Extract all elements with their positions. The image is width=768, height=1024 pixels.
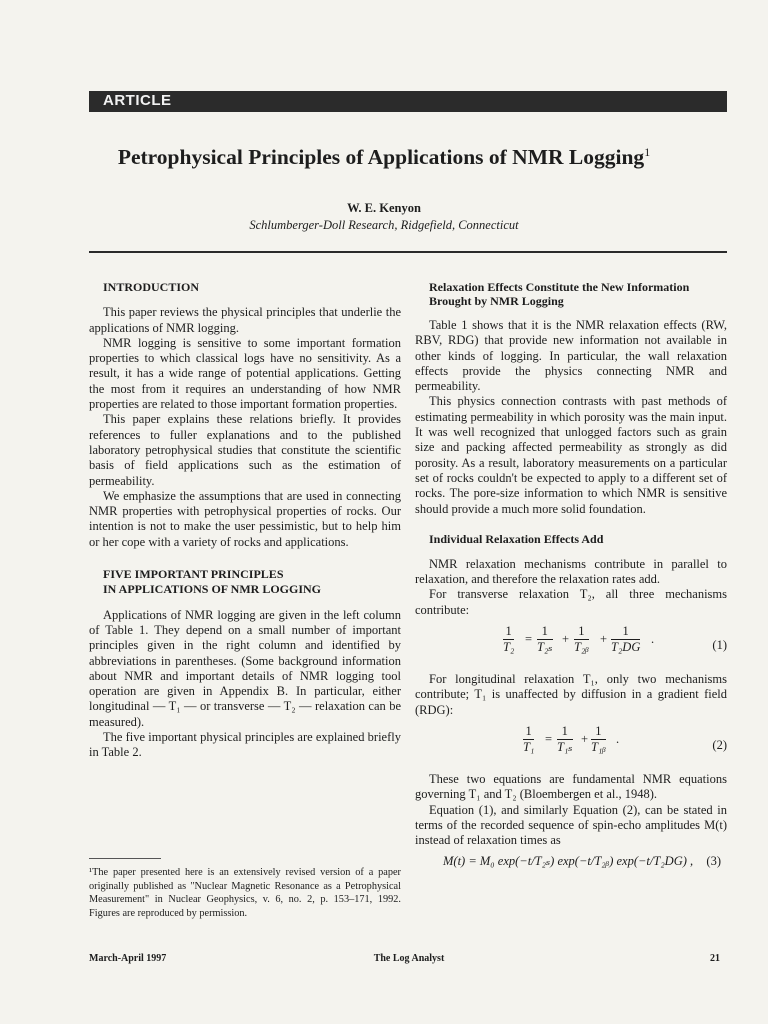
equation-3-number: (3) [706,854,721,869]
paragraph: Equation (1), and similarly Equation (2), can be stated in terms of the recorded sequence of spin-echo amplitudes M(t) instead of relaxation times as [415,802,727,848]
equation-3-body: M(t) = M₀ exp(−t/T₂ₛ) exp(−t/T₂ᵦ) exp(−t/T₂DG) , [443,854,694,869]
eq1-term1-fraction: $\frac{1}{\text{T₂ₛ}}$ [537,624,553,655]
paragraph: These two equations are fundamental NMR equations governing T₁ and T₂ (Bloembergen et al., 1948). [415,771,727,802]
eq2-term2-fraction: $\frac{1}{\text{T₁ᵦ}}$ [591,723,606,754]
author-name: W. E. Kenyon [347,201,421,215]
eq1-term2-fraction: $\frac{1}{\text{T₂ᵦ}}$ [574,624,589,655]
relaxation-effects-heading-line1: Relaxation Effects Constitute the New Information [429,280,690,294]
equation-1-number: (1) [712,638,727,653]
title-text: Petrophysical Principles of Applications of NMR Logging [117,145,645,170]
eq1-lhs-fraction: $\frac{1}{\text{T₂}}$ [503,624,515,655]
footnote-rule [89,858,161,859]
header-rule [89,251,727,253]
equation-2: $\frac{1}{\text{T₁}}$ = $\frac{1}{\text{T₁ₛ}}$ + $\frac{1}{\text{T₁ᵦ}}$ . (2) [523,723,727,754]
paragraph: Applications of NMR logging are given in the left column of Table 1. They depend on a small number of important principles given in the right column and identified by abbreviations in parentheses. (Some background information about NMR and important details of NMR logging tool operation are given in Appendix B. In particular, either longitudinal — T₁ — or transverse — T₂ — relaxation can be measured). [89,607,401,729]
individual-relaxation-heading: Individual Relaxation Effects Add [429,531,604,546]
equation-1: $\frac{1}{\text{T₂}}$ = $\frac{1}{\text{T₂ₛ}}$ + $\frac{1}{\text{T₂ᵦ}}$ + $\frac{1}{\text{T₂DG}}$ . (1) [503,624,727,655]
eq2-term1-fraction: $\frac{1}{\text{T₁ₛ}}$ [557,723,573,754]
paragraph: This paper explains these relations briefly. It provides references to fuller explanations and to the published laboratory petrophysical studies that constitute the scientific basis of field applications such as the estimation of permeability. [89,412,401,488]
five-principles-heading-line2: IN APPLICATIONS OF NMR LOGGING [103,582,322,597]
paragraph: NMR relaxation mechanisms contribute in parallel to relaxation, and therefore the relaxation rates add. [415,556,727,587]
paragraph: NMR logging is sensitive to some important formation properties to which classical logs have no sensitivity. As a result, it has a wide range of potential applications. Getting the most from it requires an understanding of how NMR properties are related to those important formation properties. [89,335,401,412]
banner-label: ARTICLE [103,92,172,109]
paragraph: We emphasize the assumptions that are used in connecting NMR properties with petrophysical properties of rocks. Our intention is not to make the user pessimistic, but to help him or her cope with a variety of rocks and applications. [89,488,401,549]
eq1-term3-fraction: $\frac{1}{\text{T₂DG}}$ [611,624,641,655]
paragraph: Table 1 shows that it is the NMR relaxation effects (RW, RBV, RDG) that provide new information not available in other kinds of logging. In particular, the wall relaxation effects provide the physics connecting NMR and permeability. [415,318,727,394]
equation-3 [415,852,727,872]
paragraph: The five important physical principles are explained briefly in Table 2. [89,730,401,760]
five-principles-heading-line1: FIVE IMPORTANT PRINCIPLES [103,567,284,582]
left-column [89,280,401,761]
paragraph: This physics connection contrasts with past methods of estimating permeability in which porosity was the main input. It was well recognized that unlogged factors such as grain size and packing affected permeability as strongly as did porosity. As a result, laboratory measurements on a particular set of rocks couldn't be expected to apply to a different set of rocks. The pore-size information to which NMR is sensitive should provide a much more solid foundation. [415,394,727,516]
footer-journal: The Log Analyst [373,953,445,964]
article-title [0,145,768,170]
eq2-lhs-fraction: $\frac{1}{\text{T₁}}$ [523,723,535,754]
right-column [415,280,727,872]
equation-2-number: (2) [712,737,727,752]
title-footnote-mark: 1 [644,145,651,159]
footer-page-number: 21 [710,953,720,964]
footnote: ¹The paper presented here is an extensively revised version of a paper originally published as "Nuclear Magnetic Resonance as a Petrophysical Measurement" in Nuclear Geophysics, v. 6, no. 2, p. 153–171, 1992. Figures are reproduced by permission. [89,867,401,919]
paragraph: For longitudinal relaxation T₁, only two mechanisms contribute; T₁ is unaffected by diffusion in a gradient field (RDG): [415,672,727,717]
author-affiliation: Schlumberger-Doll Research, Ridgefield, Connecticut [249,218,519,232]
article-banner [89,91,727,112]
relaxation-effects-heading-line2: Brought by NMR Logging [429,294,564,308]
paragraph: For transverse relaxation T₂, all three mechanisms contribute: [415,587,727,617]
paragraph: This paper reviews the physical principles that underlie the applications of NMR logging. [89,305,401,335]
introduction-heading: INTRODUCTION [103,280,200,294]
footer-date: March-April 1997 [89,953,167,964]
